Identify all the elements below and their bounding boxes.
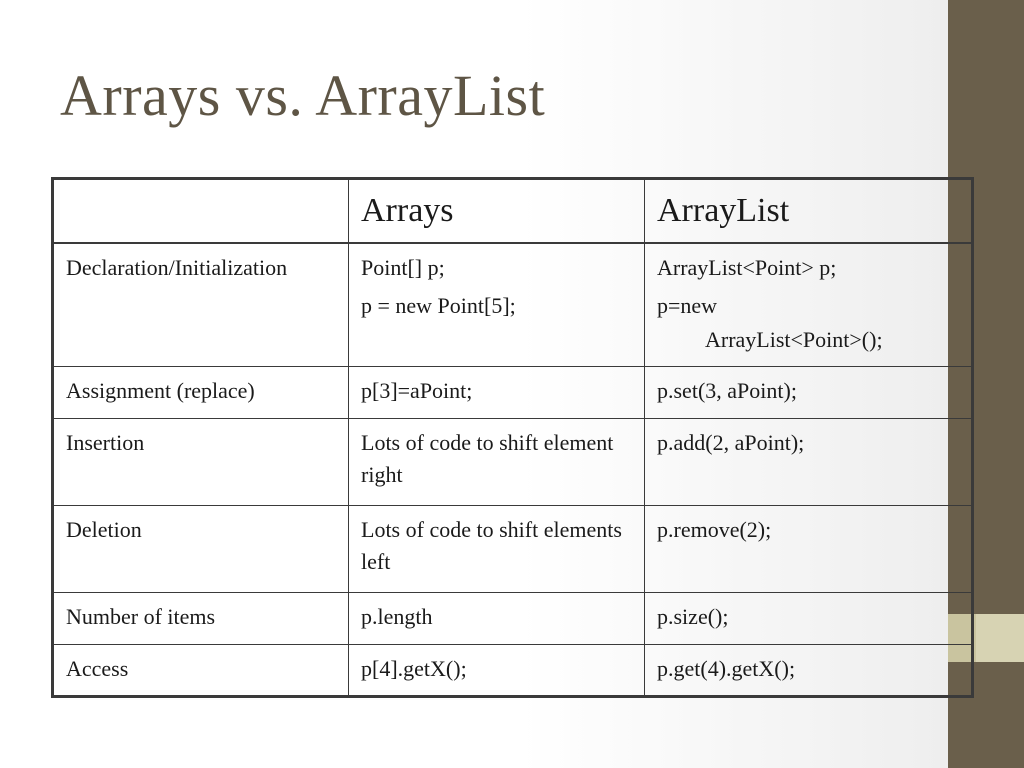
code-line: p = new Point[5];	[361, 292, 516, 318]
arraylist-cell: p.size();	[645, 592, 973, 644]
table-row	[53, 418, 973, 505]
table-row	[53, 644, 973, 696]
row-label: Deletion	[53, 505, 349, 592]
arraylist-cell: p.remove(2);	[645, 505, 973, 592]
code-line: Point[] p;	[361, 254, 445, 280]
code-line: ArrayList<Point>();	[705, 326, 883, 352]
table-row	[53, 243, 973, 367]
arrays-cell: Lots of code to shift element right	[349, 418, 645, 505]
table-row	[53, 505, 973, 592]
table-row	[53, 366, 973, 418]
arrays-cell	[349, 243, 645, 367]
table-header-row	[53, 179, 973, 243]
row-label: Access	[53, 644, 349, 696]
row-label: Insertion	[53, 418, 349, 505]
comparison-table	[51, 177, 974, 698]
arrays-cell: p[4].getX();	[349, 644, 645, 696]
row-label: Number of items	[53, 592, 349, 644]
table-row	[53, 592, 973, 644]
code-line: p=new	[657, 292, 718, 318]
arrays-cell: Lots of code to shift elements left	[349, 505, 645, 592]
row-label: Declaration/Initialization	[53, 243, 349, 367]
arraylist-cell	[645, 243, 973, 367]
slide-title: Arrays vs. ArrayList	[60, 63, 546, 128]
arrays-cell: p.length	[349, 592, 645, 644]
code-line: ArrayList<Point> p;	[657, 254, 837, 280]
arraylist-cell: p.add(2, aPoint);	[645, 418, 973, 505]
arraylist-cell: p.get(4).getX();	[645, 644, 973, 696]
row-label: Assignment (replace)	[53, 366, 349, 418]
header-empty-cell	[53, 179, 349, 243]
header-arrays: Arrays	[349, 179, 645, 243]
header-arraylist: ArrayList	[645, 179, 973, 243]
arrays-cell: p[3]=aPoint;	[349, 366, 645, 418]
arraylist-cell: p.set(3, aPoint);	[645, 366, 973, 418]
